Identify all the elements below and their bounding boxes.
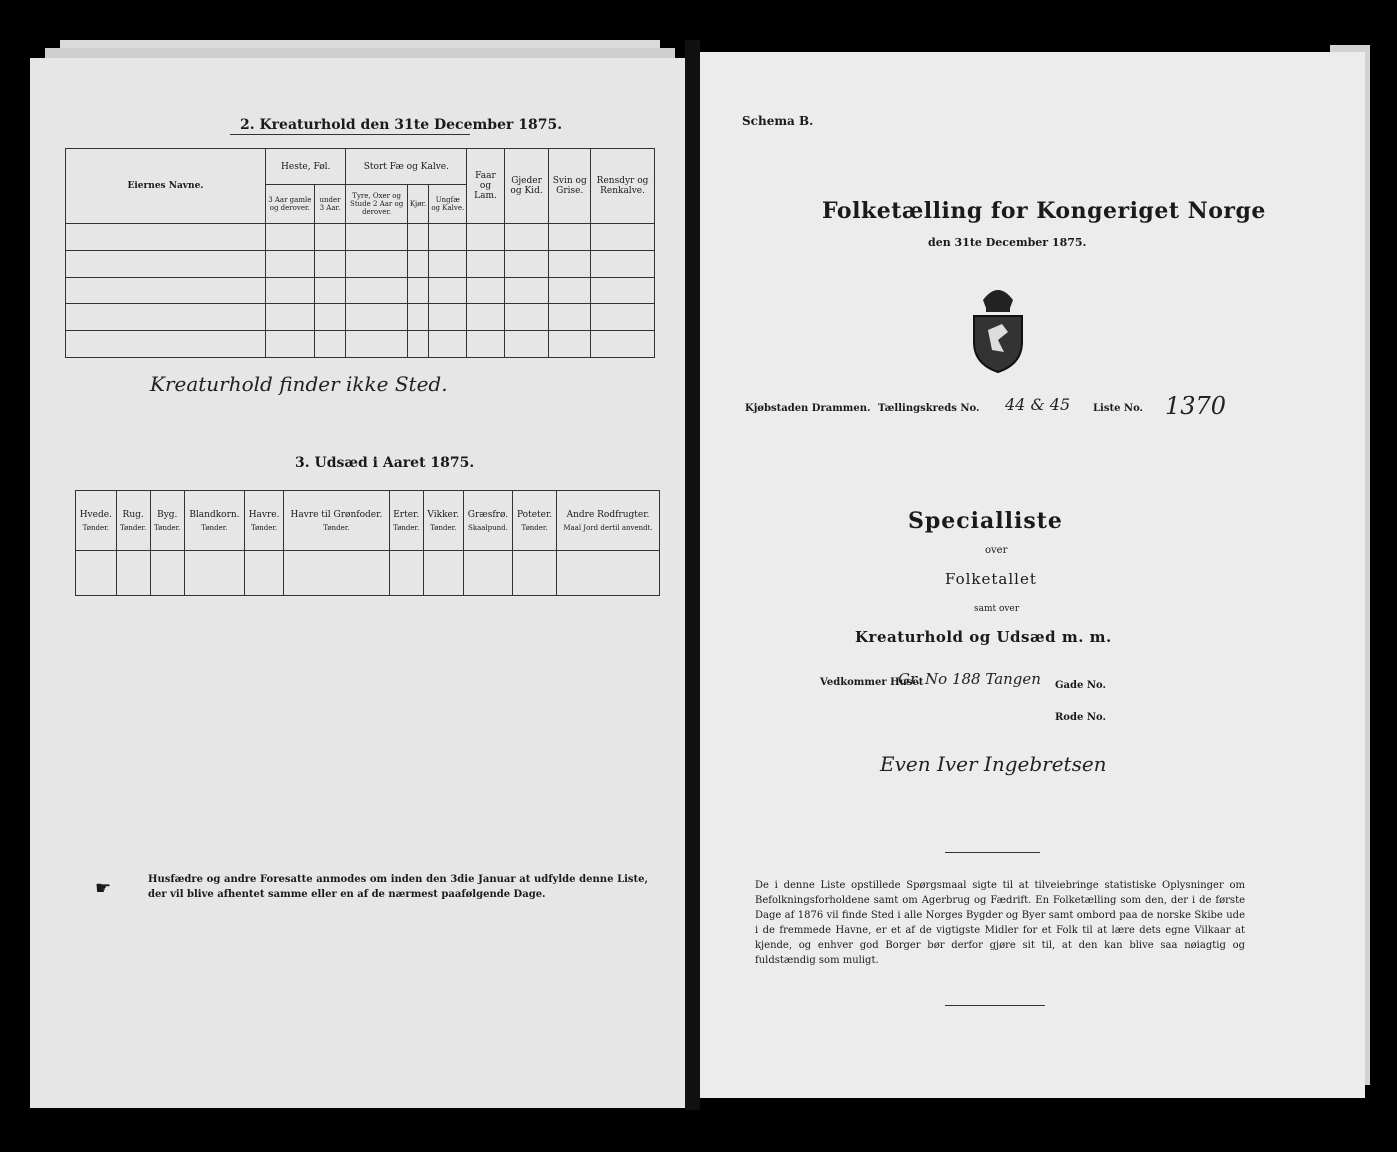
seed-col-unit: Tønder.	[430, 523, 457, 532]
signature: Even Iver Ingebretsen	[880, 752, 1107, 776]
handwritten-note: Kreaturhold finder ikke Sted.	[150, 372, 448, 396]
seed-cell	[184, 551, 244, 596]
kreaturhold-heading: Kreaturhold og Udsæd m. m.	[855, 628, 1112, 646]
seed-col-unit: Tønder.	[521, 523, 548, 532]
seed-col-header	[116, 491, 150, 551]
section3-title: 3. Udsæd i Aaret 1875.	[295, 455, 475, 471]
vedkommer-value: Gr. No 188 Tangen	[898, 670, 1041, 688]
seed-col-name: Græsfrø.	[467, 509, 509, 520]
seed-col-unit: Skaalpund.	[468, 523, 508, 532]
schema-label: Schema B.	[742, 114, 814, 128]
col-sheep: Faar og Lam.	[467, 149, 504, 224]
rode-label: Rode No.	[1055, 712, 1106, 723]
seed-col-header	[463, 491, 512, 551]
seed-col-header	[423, 491, 463, 551]
seed-col-header	[150, 491, 184, 551]
seed-cell	[76, 551, 117, 596]
page-title: Folketælling for Kongeriget Norge	[822, 198, 1266, 224]
coat-of-arms-icon	[968, 280, 1028, 375]
seed-col-name: Havre til Grønfoder.	[290, 509, 383, 520]
samt-over-text: samt over	[974, 604, 1020, 614]
seed-col-header	[513, 491, 557, 551]
seed-col-header	[284, 491, 390, 551]
seed-col-header	[556, 491, 659, 551]
footnote: Husfædre og andre Foresatte anmodes om inden den 3die Januar at udfylde denne Liste, der vil blive afhentet samme eller en af de nærmest paafølgende Dage.	[148, 874, 648, 900]
seed-col-name: Blandkorn.	[189, 509, 240, 520]
explanation-paragraph: De i denne Liste opstillede Spørgsmaal sigte til at tilveiebringe statistiske Oplysninger om Befolkningsforholdene samt om Agerbrug og Fædrift. En Folketælling som den, der i de første Dage af 1876 vil finde Sted i alle Norges Bygder og Byer samt ombord paa de norske Skibe ude i de fremmede Havne, er et af de vigtigste Midler for et Folk til at lære dets egne Vilkaar at kjende, og enhver god Borger bør derfor gjøre sit til, at den kan blive saa nøiagtig og fuldstændig som muligt.	[755, 880, 1245, 966]
col-owner: Eiernes Navne.	[66, 149, 266, 224]
seed-cell	[150, 551, 184, 596]
col-pigs: Svin og Grise.	[549, 149, 591, 224]
seed-col-unit: Tønder.	[250, 523, 278, 532]
seed-col-name: Havre.	[248, 509, 280, 520]
col-horses: Heste, Føl.	[266, 149, 346, 185]
kreds-label: Tællingskreds No.	[878, 403, 980, 414]
seed-col-name: Erter.	[393, 509, 420, 520]
seed-col-unit: Maal Jord dertil anvendt.	[563, 523, 653, 532]
seed-table	[75, 490, 660, 596]
kjobstad-label: Kjøbstaden Drammen.	[745, 403, 871, 414]
seed-col-unit: Tønder.	[154, 523, 181, 532]
livestock-table	[65, 148, 655, 358]
liste-label: Liste No.	[1093, 403, 1144, 414]
seed-cell	[463, 551, 512, 596]
kreds-value: 44 & 45	[1005, 395, 1071, 414]
seed-col-header	[184, 491, 244, 551]
seed-cell	[116, 551, 150, 596]
seed-col-name: Andre Rodfrugter.	[566, 509, 650, 520]
gade-label: Gade No.	[1055, 680, 1106, 691]
seed-cell	[245, 551, 284, 596]
seed-col-name: Byg.	[157, 509, 178, 520]
specialliste-heading: Specialliste	[908, 508, 1063, 534]
seed-col-unit: Tønder.	[201, 523, 228, 532]
seed-col-unit: Tønder.	[323, 523, 350, 532]
seed-col-name: Poteter.	[516, 509, 553, 520]
seed-col-unit: Tønder.	[393, 523, 420, 532]
col-horses-young: under 3 Aar.	[314, 185, 346, 224]
seed-col-header	[389, 491, 423, 551]
seed-col-name: Rug.	[122, 509, 144, 520]
vedkommer-label: Vedkommer Huset	[820, 677, 924, 688]
seed-cell	[556, 551, 659, 596]
section2-title: 2. Kreaturhold den 31te December 1875.	[240, 117, 563, 133]
col-horses-old: 3 Aar gamle og derover.	[266, 185, 315, 224]
col-cattle: Stort Fæ og Kalve.	[346, 149, 467, 185]
seed-cell	[513, 551, 557, 596]
col-cattle-young: Ungfæ og Kalve.	[429, 185, 467, 224]
seed-cell	[423, 551, 463, 596]
seed-col-name: Hvede.	[79, 509, 112, 520]
over-text-1: over	[985, 545, 1008, 556]
col-cattle-cows: Kjør.	[407, 185, 428, 224]
seed-col-name: Vikker.	[427, 509, 460, 520]
seed-col-unit: Tønder.	[82, 523, 109, 532]
pointing-hand-icon: ☛	[95, 878, 112, 899]
seed-cell	[284, 551, 390, 596]
seed-col-unit: Tønder.	[120, 523, 147, 532]
col-reindeer: Rensdyr og Renkalve.	[591, 149, 655, 224]
col-goats: Gjeder og Kid.	[504, 149, 549, 224]
seed-col-header	[245, 491, 284, 551]
seed-cell	[389, 551, 423, 596]
book-spine	[685, 40, 700, 1110]
page-subtitle: den 31te December 1875.	[928, 236, 1087, 249]
col-cattle-bulls: Tyre, Oxer og Stude 2 Aar og derover.	[346, 185, 407, 224]
folketallet-heading: Folketallet	[945, 570, 1037, 588]
liste-value: 1370	[1165, 392, 1227, 420]
seed-col-header	[76, 491, 117, 551]
